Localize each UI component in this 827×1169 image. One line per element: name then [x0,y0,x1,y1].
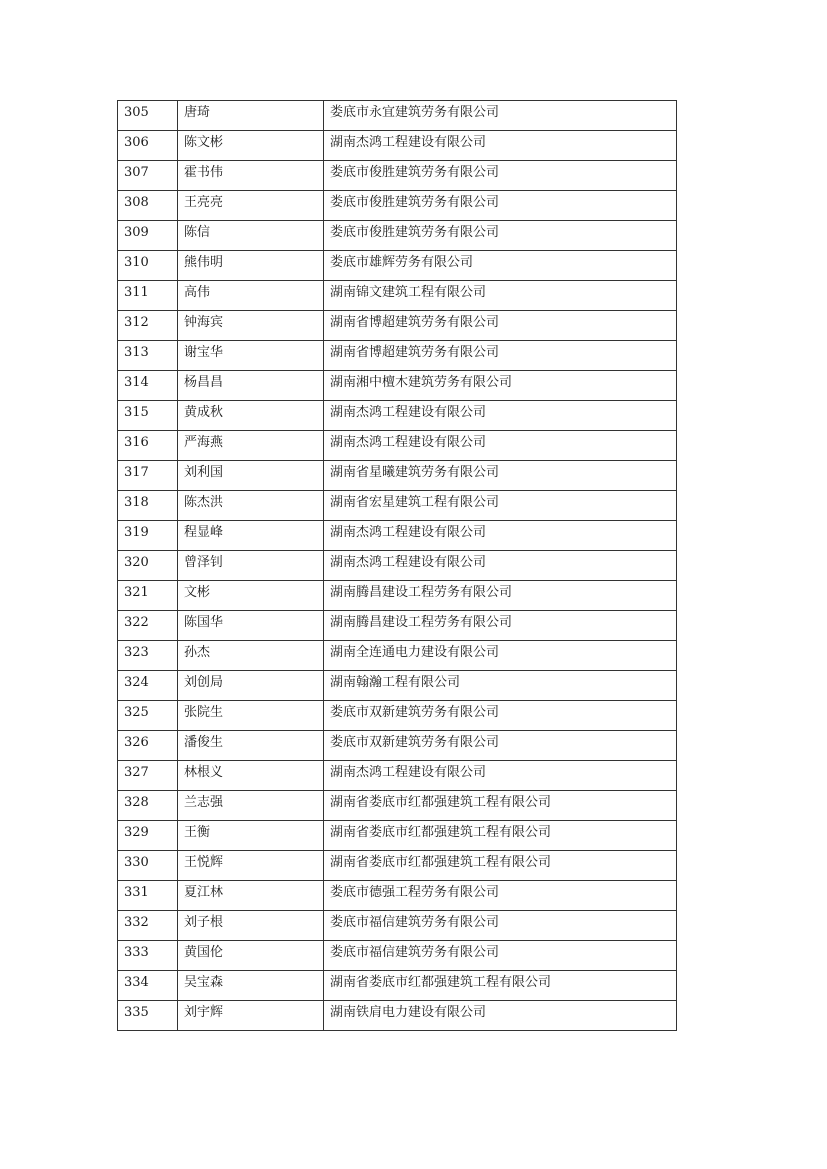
person-name-cell: 刘创局 [178,671,324,701]
row-number-cell: 314 [118,371,178,401]
row-number-cell: 313 [118,341,178,371]
table-row [118,641,677,671]
row-number-cell: 334 [118,971,178,1001]
table-row [118,701,677,731]
row-number-cell: 317 [118,461,178,491]
person-name-cell: 文彬 [178,581,324,611]
row-number-cell: 307 [118,161,178,191]
table-row [118,791,677,821]
company-cell: 湖南省宏星建筑工程有限公司 [324,491,677,521]
person-name-cell: 曾泽钊 [178,551,324,581]
row-number-cell: 331 [118,881,178,911]
company-cell: 湖南杰鸿工程建设有限公司 [324,131,677,161]
table-row [118,731,677,761]
person-name-cell: 王亮亮 [178,191,324,221]
person-name-cell: 刘利国 [178,461,324,491]
person-name-cell: 陈信 [178,221,324,251]
person-name-cell: 黄国伦 [178,941,324,971]
roster-table [117,100,677,1031]
person-name-cell: 夏江林 [178,881,324,911]
company-cell: 湖南省星曦建筑劳务有限公司 [324,461,677,491]
person-name-cell: 刘宇辉 [178,1001,324,1031]
company-cell: 娄底市德强工程劳务有限公司 [324,881,677,911]
person-name-cell: 陈国华 [178,611,324,641]
person-name-cell: 王悦辉 [178,851,324,881]
row-number-cell: 315 [118,401,178,431]
table-row [118,131,677,161]
row-number-cell: 316 [118,431,178,461]
row-number-cell: 327 [118,761,178,791]
row-number-cell: 306 [118,131,178,161]
table-row [118,521,677,551]
company-cell: 湖南杰鸿工程建设有限公司 [324,551,677,581]
table-row [118,311,677,341]
company-cell: 湖南杰鸿工程建设有限公司 [324,401,677,431]
table-row [118,281,677,311]
table-row [118,341,677,371]
table-row [118,491,677,521]
row-number-cell: 335 [118,1001,178,1031]
person-name-cell: 唐琦 [178,101,324,131]
row-number-cell: 322 [118,611,178,641]
company-cell: 娄底市福信建筑劳务有限公司 [324,941,677,971]
person-name-cell: 张院生 [178,701,324,731]
row-number-cell: 309 [118,221,178,251]
company-cell: 娄底市双新建筑劳务有限公司 [324,731,677,761]
person-name-cell: 严海燕 [178,431,324,461]
company-cell: 湖南杰鸿工程建设有限公司 [324,761,677,791]
table-row [118,401,677,431]
table-row [118,911,677,941]
person-name-cell: 陈文彬 [178,131,324,161]
company-cell: 娄底市双新建筑劳务有限公司 [324,701,677,731]
person-name-cell: 吴宝森 [178,971,324,1001]
row-number-cell: 310 [118,251,178,281]
row-number-cell: 330 [118,851,178,881]
company-cell: 娄底市俊胜建筑劳务有限公司 [324,161,677,191]
row-number-cell: 329 [118,821,178,851]
company-cell: 湖南腾昌建设工程劳务有限公司 [324,581,677,611]
row-number-cell: 321 [118,581,178,611]
row-number-cell: 312 [118,311,178,341]
row-number-cell: 319 [118,521,178,551]
table-row [118,161,677,191]
company-cell: 娄底市俊胜建筑劳务有限公司 [324,221,677,251]
person-name-cell: 杨昌昌 [178,371,324,401]
row-number-cell: 328 [118,791,178,821]
table-row [118,761,677,791]
row-number-cell: 311 [118,281,178,311]
company-cell: 湖南省娄底市红都强建筑工程有限公司 [324,851,677,881]
person-name-cell: 陈杰洪 [178,491,324,521]
row-number-cell: 305 [118,101,178,131]
person-name-cell: 孙杰 [178,641,324,671]
company-cell: 湖南全连通电力建设有限公司 [324,641,677,671]
person-name-cell: 兰志强 [178,791,324,821]
company-cell: 湖南杰鸿工程建设有限公司 [324,431,677,461]
company-cell: 湖南省娄底市红都强建筑工程有限公司 [324,971,677,1001]
person-name-cell: 钟海宾 [178,311,324,341]
company-cell: 娄底市永宜建筑劳务有限公司 [324,101,677,131]
row-number-cell: 333 [118,941,178,971]
company-cell: 湖南锦文建筑工程有限公司 [324,281,677,311]
table-row [118,371,677,401]
table-row [118,581,677,611]
table-row [118,1001,677,1031]
person-name-cell: 霍书伟 [178,161,324,191]
row-number-cell: 323 [118,641,178,671]
row-number-cell: 320 [118,551,178,581]
table-row [118,221,677,251]
person-name-cell: 王衡 [178,821,324,851]
row-number-cell: 325 [118,701,178,731]
row-number-cell: 332 [118,911,178,941]
person-name-cell: 林根义 [178,761,324,791]
table-row [118,971,677,1001]
row-number-cell: 324 [118,671,178,701]
table-row [118,881,677,911]
table-row [118,191,677,221]
company-cell: 娄底市俊胜建筑劳务有限公司 [324,191,677,221]
person-name-cell: 高伟 [178,281,324,311]
company-cell: 娄底市雄辉劳务有限公司 [324,251,677,281]
person-name-cell: 谢宝华 [178,341,324,371]
person-name-cell: 潘俊生 [178,731,324,761]
table-row [118,611,677,641]
row-number-cell: 326 [118,731,178,761]
company-cell: 湖南省娄底市红都强建筑工程有限公司 [324,791,677,821]
table-row [118,851,677,881]
company-cell: 湖南省博超建筑劳务有限公司 [324,311,677,341]
table-row [118,671,677,701]
table-row [118,941,677,971]
table-row [118,431,677,461]
table-row [118,251,677,281]
table-row [118,551,677,581]
person-name-cell: 刘子根 [178,911,324,941]
person-name-cell: 程显峰 [178,521,324,551]
company-cell: 湖南铁肩电力建设有限公司 [324,1001,677,1031]
company-cell: 湖南杰鸿工程建设有限公司 [324,521,677,551]
company-cell: 湖南湘中檀木建筑劳务有限公司 [324,371,677,401]
company-cell: 湖南省博超建筑劳务有限公司 [324,341,677,371]
person-name-cell: 熊伟明 [178,251,324,281]
company-cell: 湖南翰瀚工程有限公司 [324,671,677,701]
company-cell: 娄底市福信建筑劳务有限公司 [324,911,677,941]
row-number-cell: 318 [118,491,178,521]
company-cell: 湖南省娄底市红都强建筑工程有限公司 [324,821,677,851]
table-row [118,821,677,851]
table-row [118,101,677,131]
person-name-cell: 黄成秋 [178,401,324,431]
company-cell: 湖南腾昌建设工程劳务有限公司 [324,611,677,641]
table-row [118,461,677,491]
row-number-cell: 308 [118,191,178,221]
roster-table-body [118,101,677,1031]
